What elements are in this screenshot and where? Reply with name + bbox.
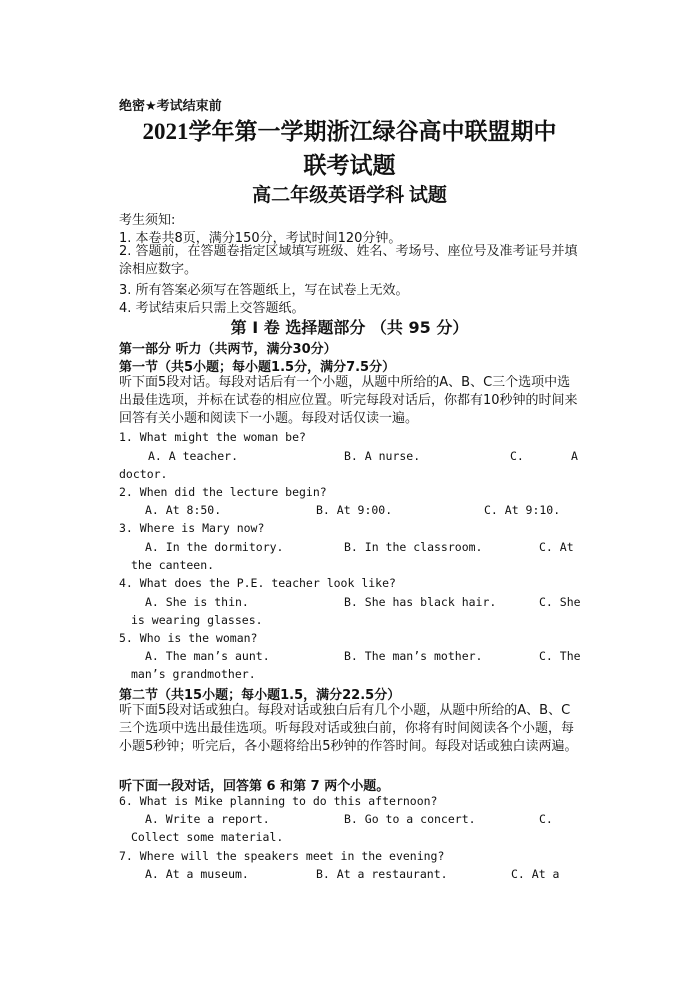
question-4-option-c-cont: is wearing glasses. [131, 613, 263, 627]
question-5-stem: 5. Who is the woman? [119, 631, 258, 645]
subsection2-lead: 听下面一段对话，回答第 6 和第 7 两个小题。 [119, 779, 390, 794]
question-3-option-c-cont: the canteen. [131, 558, 215, 572]
question-5-option-a: A. The man’s aunt. [145, 649, 270, 663]
question-4-stem: 4. What does the P.E. teacher look like? [119, 576, 396, 590]
question-5-option-c: C. The [539, 649, 581, 663]
section1-title: 第一部分 听力（共两节，满分30分） [119, 342, 337, 357]
question-7-option-b: B. At a restaurant. [316, 867, 448, 881]
exam-title-line1: 2021学年第一学期浙江绿谷高中联盟期中 [142, 119, 557, 144]
question-2-option-b: B. At 9:00. [316, 503, 393, 517]
notice-item-1: 1. 本卷共8页，满分150分，考试时间120分钟。 [119, 231, 402, 246]
subsection1-instructions: 听下面5段对话。每段对话后有一个小题，从题中所给的A、B、C三个选项中选出最佳选项，并标在试卷的相应位置。听完每段对话后，你都有10秒钟的时间来回答有关小题和阅读下一小题。每段对话仅读一遍。 [119, 375, 578, 426]
subsection1-title: 第一节（共5小题；每小题1.5分，满分7.5分） [119, 360, 396, 375]
exam-title-line2: 联考试题 [303, 153, 396, 178]
subsection2-instructions: 听下面5段对话或独白。每段对话或独白后有几个小题，从题中所给的A、B、C三个选项中选出最佳选项。听每段对话或独白前，你将有时间阅读各个小题，每小题5秒钟；听完后，各小题将给出5秒钟的作答时间。每段对话或独白读两遍。 [119, 703, 578, 754]
confidential-mark: 绝密★考试结束前 [119, 99, 222, 114]
question-2-option-c: C. At 9:10. [484, 503, 561, 517]
question-2-stem: 2. When did the lecture begin? [119, 485, 327, 499]
exam-subtitle: 高二年级英语学科 试题 [252, 185, 447, 206]
question-7-stem: 7. Where will the speakers meet in the evening? [119, 849, 445, 863]
question-1-option-c-cont: doctor. [119, 467, 168, 481]
question-6-stem: 6. What is Mike planning to do this afternoon? [119, 794, 438, 808]
question-1-stem: 1. What might the woman be? [119, 430, 306, 444]
question-3-option-c: C. At [539, 540, 574, 554]
subsection2-title: 第二节（共15小题；每小题1.5，满分22.5分） [119, 688, 401, 703]
question-3-option-b: B. In the classroom. [344, 540, 483, 554]
question-1-option-a: A. A teacher. [148, 449, 239, 463]
question-7-option-a: A. At a museum. [145, 867, 249, 881]
notice-item-4: 4. 考试结束后只需上交答题纸。 [119, 301, 305, 316]
question-1-option-c: C. [510, 449, 524, 463]
question-7-option-c: C. At a [511, 867, 560, 881]
notice-heading: 考生须知: [119, 213, 176, 228]
question-3-stem: 3. Where is Mary now? [119, 521, 265, 535]
question-4-option-b: B. She has black hair. [344, 595, 497, 609]
question-5-option-c-cont: man’s grandmother. [131, 667, 256, 681]
question-6-option-a: A. Write a report. [145, 812, 270, 826]
question-4-option-a: A. She is thin. [145, 595, 249, 609]
question-3-option-a: A. In the dormitory. [145, 540, 284, 554]
part1-title: 第 Ⅰ 卷 选择题部分 （共 95 分） [230, 318, 469, 337]
notice-item-2: 2. 答题前，在答题卷指定区域填写班级、姓名、考场号、座位号及准考证号并填涂相应数字。 [119, 244, 578, 277]
question-2-option-a: A. At 8:50. [145, 503, 222, 517]
question-4-option-c: C. She [539, 595, 581, 609]
question-6-option-b: B. Go to a concert. [344, 812, 476, 826]
question-6-option-c: C. [539, 812, 553, 826]
question-1-option-b: B. A nurse. [344, 449, 421, 463]
notice-item-3: 3. 所有答案必须写在答题纸上，写在试卷上无效。 [119, 283, 409, 298]
question-5-option-b: B. The man’s mother. [344, 649, 483, 663]
question-1-option-c-text: A [571, 449, 578, 463]
question-6-option-c-cont: Collect some material. [131, 830, 284, 844]
